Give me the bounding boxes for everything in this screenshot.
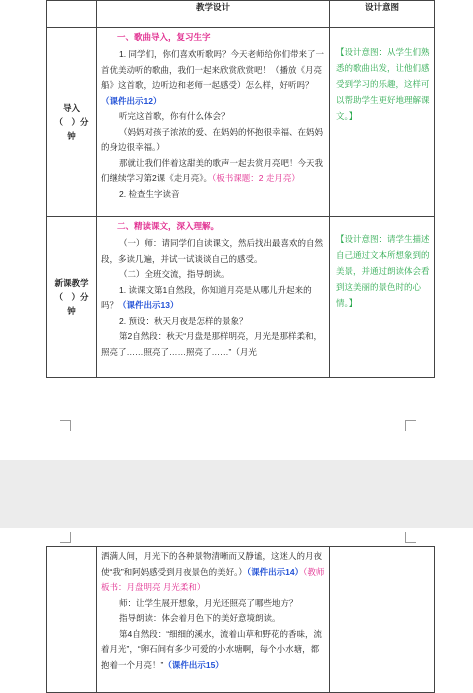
courseware-note: （课件出示13）	[118, 300, 179, 310]
continuation-paragraph: 第4自然段：“细细的溪水，流着山草和野花的香味，流着月光”，“卵石间有多少可爱的小水塘啊，每个小水塘，都抱着一个月亮！”（课件出示15）	[101, 628, 323, 670]
lesson-plan-table-continued	[46, 546, 435, 693]
board-note: （板书课题：2 走月亮）	[211, 173, 300, 183]
section1-paragraph: 听完这首歌，你有什么体会？	[119, 111, 230, 121]
section2-paragraph: 2. 预设：秋天月夜是怎样的景象？	[119, 315, 248, 326]
page-corner-mark	[60, 420, 71, 431]
section2-title: 二、精读课文，深入理解。	[117, 221, 220, 231]
courseware-note: （课件出示12）	[101, 95, 162, 106]
stage-intro-label: 导入（ ）分钟	[47, 28, 97, 217]
section2-paragraph: 第2自然段：秋天“月盘是那样明亮，月光是那样柔和，照亮了……照亮了……照亮了……”（月光	[101, 331, 323, 357]
page-corner-mark	[405, 420, 416, 431]
header-blank-cell	[47, 1, 97, 28]
section1-paragraph: 1. 同学们，你们喜欢听歌吗？今天老师给你们带来了一首优美动听的歌曲，我们一起来欣赏欣赏吧！（播放《月亮船》这首歌，边听边和老师一起感受）怎么样，好听吗？（课件出示12）	[101, 49, 324, 106]
section1-title: 一、歌曲导入，复习生字	[117, 32, 211, 42]
continuation-stage-cell	[47, 547, 97, 693]
continuation-paragraph: 指导朗读：体会着月色下的美好意境朗读。	[119, 613, 281, 623]
courseware-note: （课件出示15）	[163, 659, 224, 670]
section2-paragraph: （一）师：请同学们自读课文，然后找出最喜欢的自然段，多读几遍，并试一试谈谈自己的感受。	[101, 238, 324, 264]
board-note: （教师板书：月盘明亮 月光柔和）	[101, 566, 325, 592]
section2-paragraph: 1. 读课文第1自然段，你知道月亮是从哪儿升起来的吗？（课件出示13）	[101, 284, 312, 310]
section2-paragraph: （二）全班交流，指导朗读。	[119, 269, 230, 279]
section1-paragraph: （妈妈对孩子浓浓的爱、在妈妈的怀抱很幸福、在妈妈的身边很幸福。）	[101, 126, 324, 152]
header-design: 教学设计	[97, 1, 330, 28]
stage-new-lesson-label: 新课教学（ ）分钟	[47, 217, 97, 378]
continuation-intent-cell	[330, 547, 435, 693]
page-gap	[0, 460, 473, 528]
continuation-paragraph: 师：让学生展开想象，月光还照亮了哪些地方？	[119, 597, 298, 608]
section2-content	[97, 217, 330, 378]
document-page-2	[0, 528, 473, 691]
section1-content	[97, 28, 330, 217]
header-intent: 设计意图	[330, 1, 435, 28]
table-header-row	[47, 1, 435, 28]
section1-paragraph: 2. 检查生字读音	[119, 188, 180, 199]
section2-intent: 【设计意图：请学生描述自己通过文本所想象到的美景，并通过朗读体会看到这美丽的景色时的心情。】	[330, 217, 435, 378]
section1-paragraph: 那就让我们伴着这甜美的歌声一起去赏月亮吧！今天我们继续学习第2课《走月亮》。（板书课题：2 走月亮）	[101, 157, 324, 183]
section2-row	[47, 217, 435, 378]
page-corner-mark	[60, 532, 71, 543]
continuation-paragraph: 洒满人间，月光下的各种景物清晰而又静谧，这迷人的月夜使“我”和阿妈感受到月夜景色的美好。）（课件出示14）（教师板书：月盘明亮 月光柔和）	[101, 551, 325, 592]
continuation-content	[97, 547, 330, 693]
courseware-note: （课件出示14）	[246, 566, 304, 577]
section1-row	[47, 28, 435, 217]
section1-intent: 【设计意图：从学生们熟悉的歌曲出发，让他们感受到学习的乐趣，这样可以帮助学生更好地理解课文。】	[330, 28, 435, 217]
continuation-row	[47, 547, 435, 693]
page-corner-mark	[405, 532, 416, 543]
lesson-plan-table	[46, 0, 435, 378]
